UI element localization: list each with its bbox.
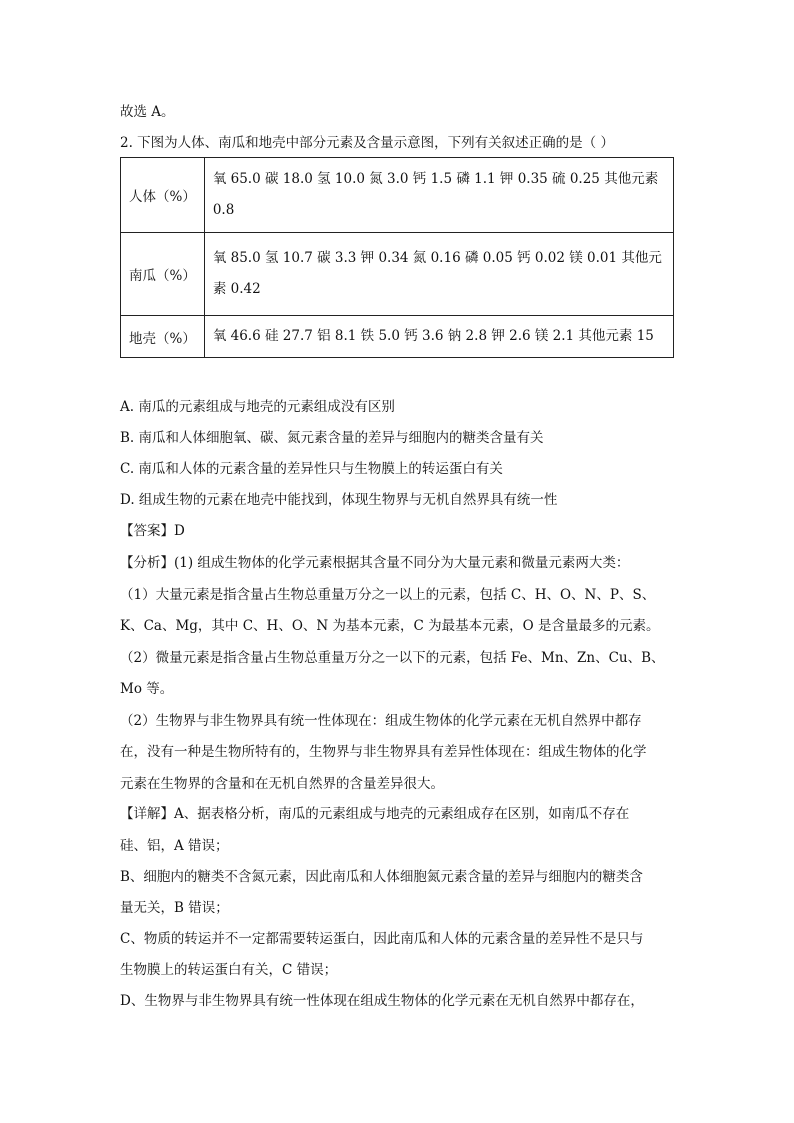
analysis-line: 元素在生物界的含量和在无机自然界的含量差异很大。: [120, 776, 444, 792]
option-c: C. 南瓜和人体的元素含量的差异性只与生物膜上的转运蛋白有关: [120, 461, 503, 477]
analysis-line: （2）生物界与非生物界具有统一性体现在：组成生物体的化学元素在无机自然界中都存: [120, 713, 642, 729]
detail-line: C、物质的转运并不一定都需要转运蛋白，因此南瓜和人体的元素含量的差异性不是只与: [120, 931, 644, 947]
analysis-line: Mo 等。: [120, 681, 174, 697]
table-row: [121, 158, 674, 233]
row-label-pumpkin: 南瓜（%）: [121, 233, 205, 316]
row-label-crust: 地壳（%）: [121, 316, 205, 358]
detail-line: B、细胞内的糖类不含氮元素，因此南瓜和人体细胞氮元素含量的差异与细胞内的糖类含: [120, 869, 643, 885]
detail-line: 【详解】A、据表格分析，南瓜的元素组成与地壳的元素组成存在区别，如南瓜不存在: [120, 806, 630, 822]
table-row: [121, 316, 674, 358]
analysis-line: 在，没有一种是生物所特有的，生物界与非生物界具有差异性体现在：组成生物体的化学: [120, 744, 647, 760]
option-b: B. 南瓜和人体细胞氧、碳、氮元素含量的差异与细胞内的糖类含量有关: [120, 430, 544, 446]
analysis-line: K、Ca、Mg，其中 C、H、O、N 为基本元素，C 为最基本元素，O 是含量最多的元素。: [120, 618, 660, 634]
detail-line: 生物膜上的转运蛋白有关，C 错误；: [120, 962, 338, 978]
previous-answer-line: 故选 A。: [120, 104, 175, 120]
question-stem: 2. 下图为人体、南瓜和地壳中部分元素及含量示意图，下列有关叙述正确的是（ ）: [120, 135, 614, 151]
row-values-pumpkin: 氧 85.0 氢 10.7 碳 3.3 钾 0.34 氮 0.16 磷 0.05 钙 0.02 镁 0.01 其他元素 0.42: [204, 233, 673, 316]
detail-line: 量无关，B 错误；: [120, 900, 229, 916]
row-values-human: 氧 65.0 碳 18.0 氢 10.0 氮 3.0 钙 1.5 磷 1.1 钾 0.35 硫 0.25 其他元素 0.8: [204, 158, 673, 233]
option-d: D. 组成生物的元素在地壳中能找到，体现生物界与无机自然界具有统一性: [120, 492, 558, 508]
analysis-line: （1）大量元素是指含量占生物总重量万分之一以上的元素，包括 C、H、O、N、P、S、: [120, 587, 656, 603]
row-label-human: 人体（%）: [121, 158, 205, 233]
row-values-crust: 氧 46.6 硅 27.7 铝 8.1 铁 5.0 钙 3.6 钠 2.8 钾 2.6 镁 2.1 其他元素 15: [204, 316, 673, 358]
detail-line: D、生物界与非生物界具有统一性体现在组成生物体的化学元素在无机自然界中都存在，: [120, 993, 644, 1009]
table-row: [121, 233, 674, 316]
analysis-line: （2）微量元素是指含量占生物总重量万分之一以下的元素，包括 Fe、Mn、Zn、Cu、B、: [120, 650, 665, 666]
element-content-table: [120, 157, 674, 358]
analysis-line: 【分析】(1) 组成生物体的化学元素根据其含量不同分为大量元素和微量元素两大类：: [120, 555, 630, 571]
answer-line: 【答案】D: [120, 523, 185, 539]
option-a: A. 南瓜的元素组成与地壳的元素组成没有区别: [120, 399, 395, 415]
detail-line: 硅、铝，A 错误；: [120, 838, 229, 854]
